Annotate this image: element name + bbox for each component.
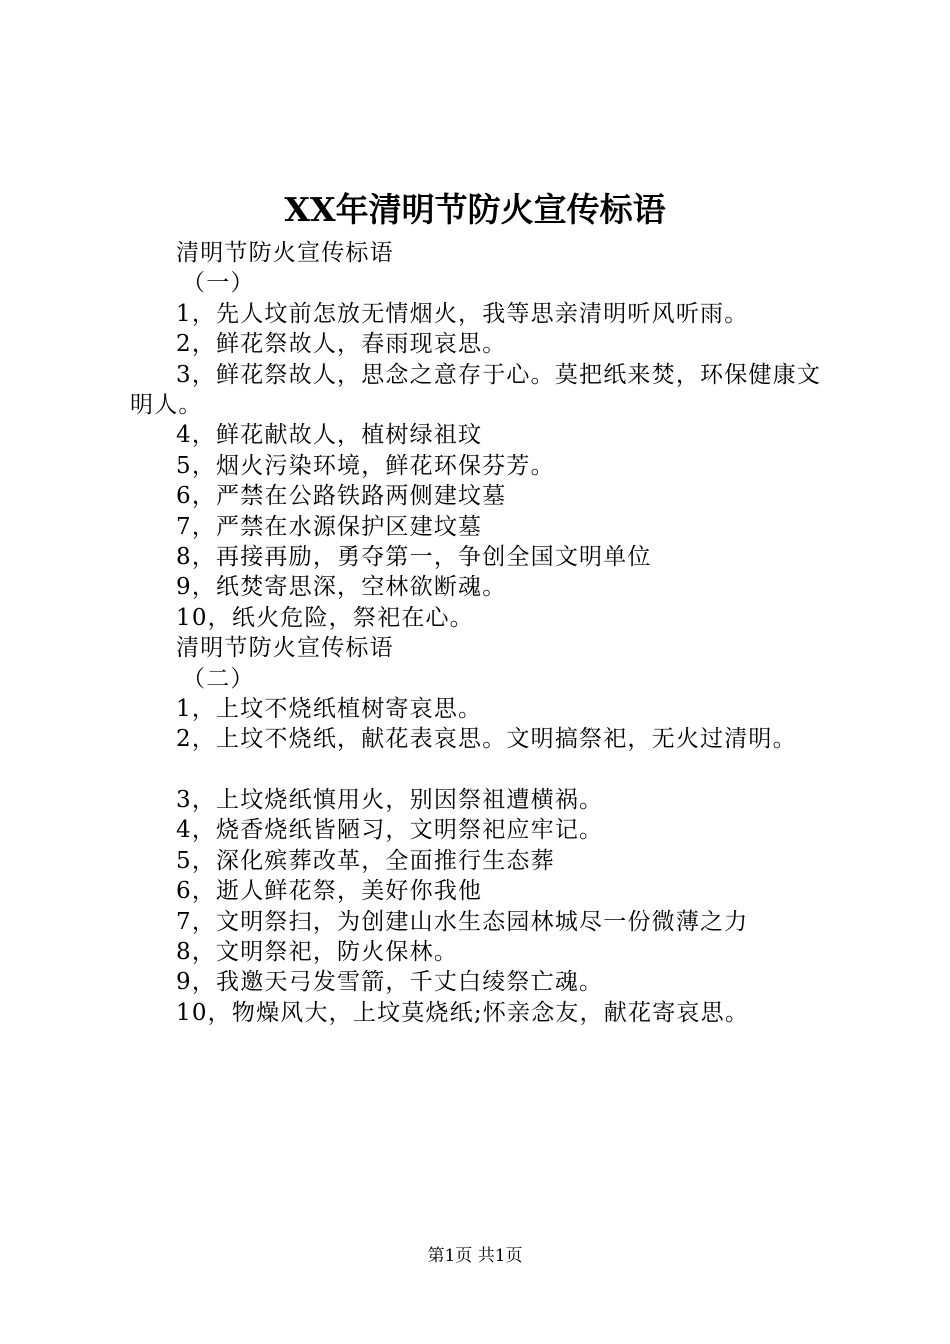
slogan-item: 3，上坟烧纸慎用火，别因祭祖遭横祸。 xyxy=(176,787,604,814)
slogan-item: 3，鲜花祭故人，思念之意存于心。莫把纸来焚，环保健康文明人。 xyxy=(130,361,822,418)
section-heading: 清明节防火宣传标语 xyxy=(176,635,394,662)
document-title: XX年清明节防火宣传标语 xyxy=(284,190,666,229)
section-heading: 清明节防火宣传标语 xyxy=(176,240,394,266)
slogan-item: 10，纸火危险，祭祀在心。 xyxy=(176,604,474,631)
document-body xyxy=(130,238,840,1028)
slogan-item: 5，深化殡葬改革，全面推行生态葬 xyxy=(176,847,555,874)
slogan-item: 1，先人坟前怎放无情烟火，我等思亲清明听风听雨。 xyxy=(176,300,749,327)
slogan-item: 10，物燥风大，上坟莫烧纸;怀亲念友，献花寄哀思。 xyxy=(176,999,750,1026)
slogan-item: 8，再接再励，勇夺第一，争创全国文明单位 xyxy=(176,543,652,570)
slogan-item: 5，烟火污染环境，鲜花环保芬芳。 xyxy=(176,452,555,479)
slogan-item: 8，文明祭祀，防火保林。 xyxy=(176,939,459,966)
slogan-item: 7，文明祭扫，为创建山水生态园林城尽一份微薄之力 xyxy=(176,908,749,935)
slogan-item: 4，烧香烧纸皆陋习，文明祭祀应牢记。 xyxy=(176,817,604,844)
slogan-item: 2，鲜花祭故人，春雨现哀思。 xyxy=(176,331,507,358)
blank-line xyxy=(130,755,840,785)
section-subheading: （一） xyxy=(182,270,255,297)
slogan-item: 7，严禁在水源保护区建坟墓 xyxy=(176,513,483,540)
slogan-item: 6，逝人鲜花祭，美好你我他 xyxy=(176,878,483,905)
slogan-item: 4，鲜花献故人，植树绿祖玟 xyxy=(176,422,483,449)
slogan-item: 9，我邀天弓发雪箭，千丈白绫祭亡魂。 xyxy=(176,969,604,996)
slogan-item: 9，纸焚寄思深，空林欲断魂。 xyxy=(176,574,507,601)
slogan-item: 6，严禁在公路铁路两侧建坟墓 xyxy=(176,483,507,510)
page-footer: 第1页 共1页 xyxy=(427,1246,523,1266)
slogan-item: 1，上坟不烧纸植树寄哀思。 xyxy=(176,695,483,722)
slogan-item: 2，上坟不烧纸，献花表哀思。文明搞祭祀，无火过清明。 xyxy=(176,726,797,753)
section-subheading: （二） xyxy=(182,665,255,692)
